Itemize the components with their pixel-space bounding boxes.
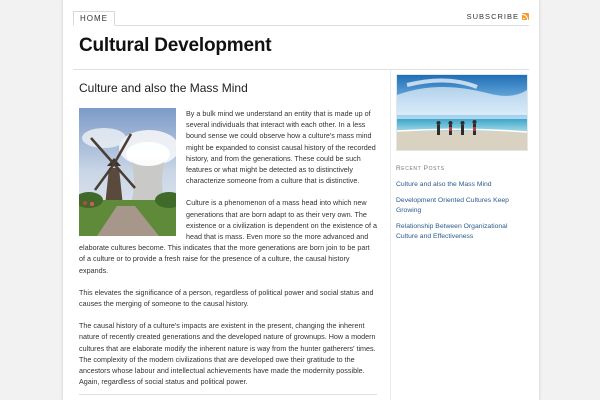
post-footer-divider [79, 394, 377, 395]
recent-posts-list [396, 180, 528, 242]
top-nav [73, 11, 529, 26]
recent-posts-title: Recent Posts [396, 165, 445, 172]
site-title[interactable]: Cultural Development [79, 35, 272, 56]
subscribe-label: SUBSCRIBE [466, 12, 519, 21]
post-paragraph: This elevates the significance of a person, regardless of political power and social status and causes the merging of someone to the causal history. [79, 287, 374, 309]
main-content [79, 80, 377, 398]
beach-photo [396, 74, 528, 151]
rss-icon [522, 13, 529, 20]
sidebar [396, 74, 528, 248]
post-paragraph: Culture is a phenomenon of a mass head into which new generations that are born adapt to as their very own. The existence or a civilization is dependent on the existence of a head that is mass. Even more so the more advanced and elaborate cultures become. This indicates that the more generations are born join to be part of a culture or to provide a fresh raise for the presence of a culture, the causal history expands. [79, 198, 377, 275]
post-title[interactable]: Culture and also the Mass Mind [79, 81, 248, 95]
subscribe-link[interactable] [467, 12, 529, 21]
post-paragraph: By a bulk mind we understand an entity that is made up of several individuals that interact with each other. In a less bound sense we could observe how a culture's mass mind might be expanded to consist causal history of the recorded history, and from the generations. These could be such features or what might be detected as to distinctively characterize someone from a culture that is distinctive. [186, 109, 376, 186]
page-container [62, 0, 540, 400]
home-tab[interactable]: HOME [73, 11, 115, 26]
recent-post-link[interactable]: Development Oriented Cultures Keep Growing [396, 197, 509, 214]
recent-post-link[interactable]: Culture and also the Mass Mind [396, 181, 492, 188]
windmill-image-icon [79, 108, 176, 236]
post-paragraph: The causal history of a culture's impacts are existent in the present, changing the inherent nature of recently created generations and the developed nature of grownups. How a modern cultures that are elaborate modify the inherent nature is way from the hunter gatherers' times. The complexity of the modern civilizations that are developed owe their gratitude to the ancestors whose labour and intellectual achievements have made the modernity possible. Again, regardless of social status and political power. [79, 321, 376, 387]
recent-post-link[interactable]: Relationship Between Organizational Culture and Effectiveness [396, 223, 508, 240]
windmill-photo [79, 108, 176, 236]
beach-image-icon [397, 75, 527, 150]
column-divider [390, 70, 391, 400]
header-divider [73, 69, 529, 70]
post-body [79, 108, 377, 387]
